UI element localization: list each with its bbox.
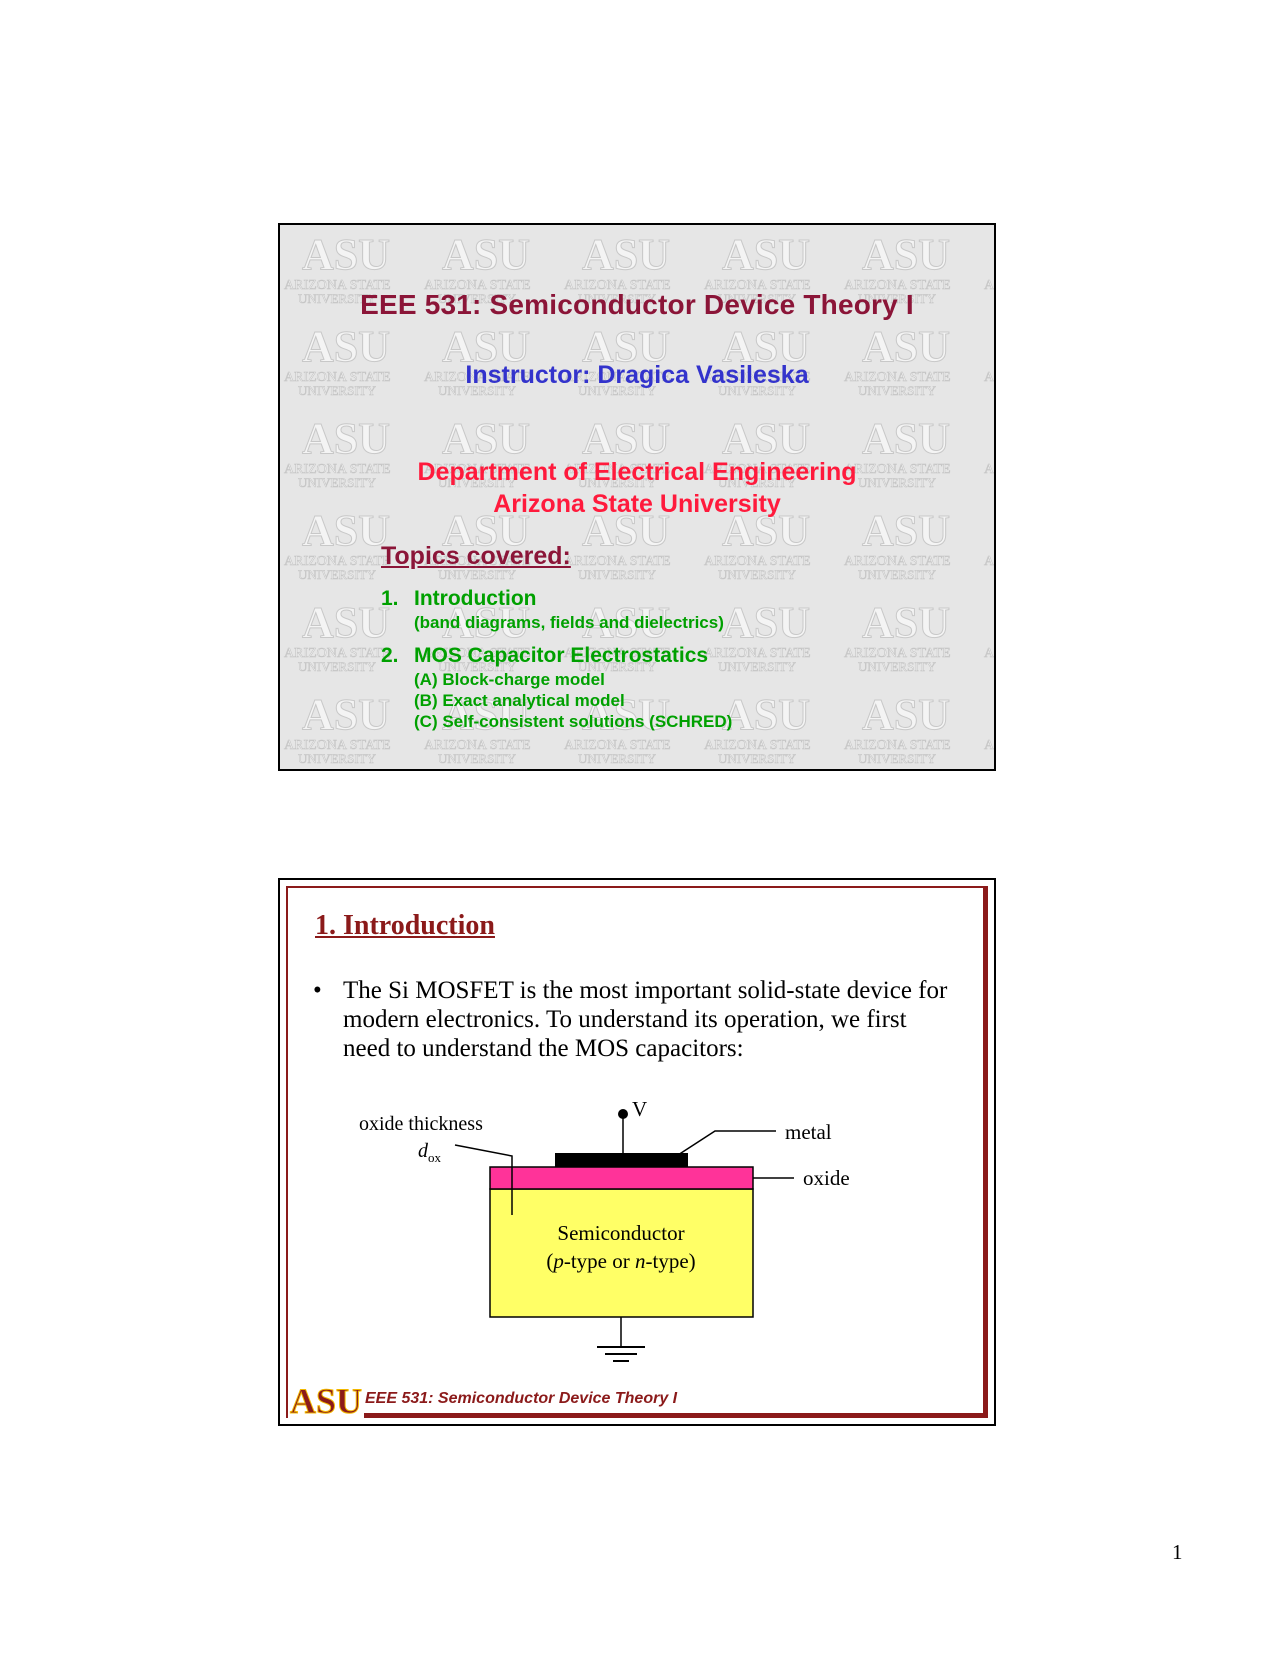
topic-number: 2. [381, 644, 399, 667]
d-ox-symbol: $d_{ox}$ [418, 1140, 441, 1165]
instructor-line: Instructor: Dragica Vasileska [465, 361, 809, 389]
oxide-label: oxide [803, 1166, 850, 1190]
voltage-label: V [632, 1097, 648, 1121]
topics-list [381, 586, 732, 732]
department-block [280, 456, 994, 520]
asu-logo [288, 1380, 364, 1418]
ground-icon [597, 1347, 645, 1361]
bullet-text: The Si MOSFET is the most important solid-state device for modern electronics. To understand its operation, we first need to understand the MOS capacitors: [343, 977, 948, 1062]
page-number: 1 [1172, 1540, 1183, 1564]
topic-subitem: (C) Self-consistent solutions (SCHRED) [414, 712, 733, 731]
metal-leader-line [678, 1131, 776, 1155]
title-slide [278, 223, 996, 771]
semiconductor-label: Semiconductor [557, 1221, 685, 1245]
university-name: Arizona State University [493, 490, 781, 518]
topics-heading: Topics covered: [381, 542, 571, 570]
topic-subitem: (A) Block-charge model [414, 670, 605, 689]
introduction-slide [278, 878, 996, 1426]
topic-subitem: (B) Exact analytical model [414, 691, 625, 710]
topic-item [381, 643, 732, 669]
metal-gate [555, 1153, 688, 1167]
topic-number: 1. [381, 587, 399, 610]
topic-label: Introduction [414, 587, 537, 610]
slide-title: 1. Introduction [315, 910, 495, 941]
metal-label: metal [785, 1120, 832, 1144]
bullet-dot: • [313, 977, 322, 1004]
oxide-layer [490, 1167, 753, 1189]
topic-label: MOS Capacitor Electrostatics [414, 644, 709, 667]
svg-text:ASU: ASU [290, 1381, 363, 1418]
topic-item [381, 586, 732, 612]
mos-capacitor-diagram [280, 880, 996, 1426]
semiconductor-type-label: (p-type or n-type) [546, 1249, 696, 1273]
oxide-thickness-label: oxide thickness [359, 1113, 483, 1135]
slide-footer: EEE 531: Semiconductor Device Theory I [365, 1390, 678, 1407]
course-title: EEE 531: Semiconductor Device Theory I [360, 289, 914, 320]
voltage-terminal [618, 1109, 628, 1119]
department-name: Department of Electrical Engineering [417, 458, 857, 486]
topic-subitem: (band diagrams, fields and dielectrics) [414, 613, 724, 632]
